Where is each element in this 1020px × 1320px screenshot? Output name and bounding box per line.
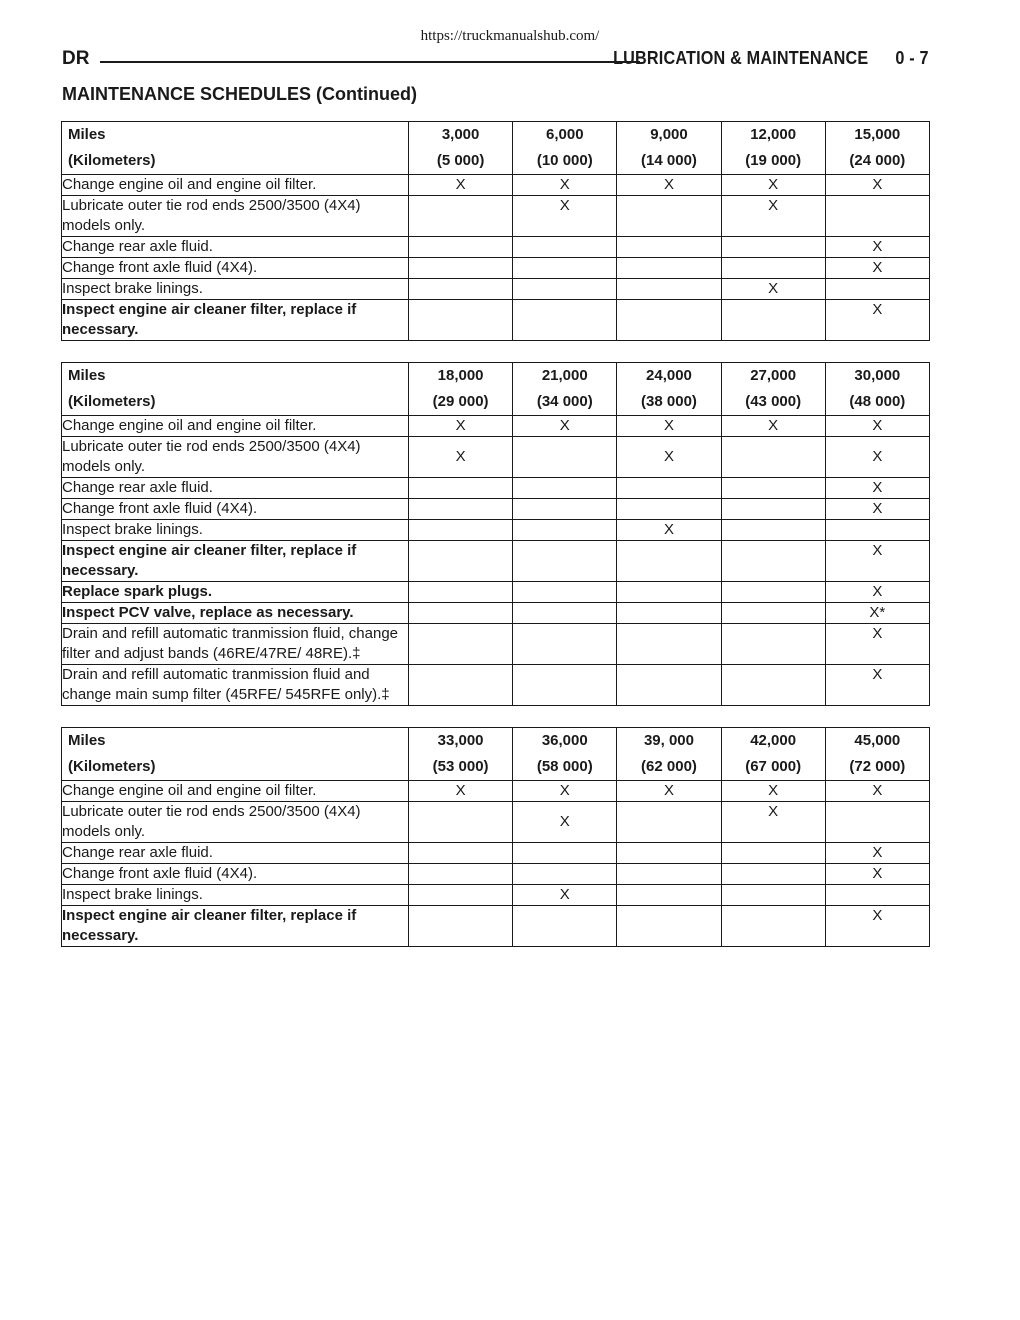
service-description: Lubricate outer tie rod ends 2500/3500 (4X4) models only. — [62, 437, 409, 478]
service-mark — [513, 603, 617, 624]
table-row — [62, 175, 930, 196]
service-mark — [825, 279, 929, 300]
service-mark — [513, 665, 617, 706]
service-mark — [513, 541, 617, 582]
service-mark — [617, 258, 721, 279]
interval-miles: 33,000 — [437, 732, 484, 749]
table-row — [62, 906, 930, 947]
service-mark — [721, 843, 825, 864]
service-mark: X — [513, 175, 617, 196]
service-description: Inspect engine air cleaner filter, replace if necessary. — [62, 300, 409, 341]
service-description: Inspect engine air cleaner filter, replace if necessary. — [62, 906, 409, 947]
service-mark — [617, 541, 721, 582]
service-mark — [409, 885, 513, 906]
interval-header-cell — [409, 363, 513, 416]
service-mark: X — [409, 175, 513, 196]
service-mark: X — [825, 864, 929, 885]
service-mark: X — [617, 781, 721, 802]
table-row — [62, 843, 930, 864]
service-description: Lubricate outer tie rod ends 2500/3500 (4X4) models only. — [62, 802, 409, 843]
service-mark — [825, 802, 929, 843]
service-mark — [617, 279, 721, 300]
table-row — [62, 885, 930, 906]
service-mark — [513, 237, 617, 258]
interval-header-cell — [409, 122, 513, 175]
table-header-row — [62, 363, 930, 416]
interval-header-cell — [513, 122, 617, 175]
service-mark: X — [825, 478, 929, 499]
service-description: Change engine oil and engine oil filter. — [62, 416, 409, 437]
interval-miles: 39, 000 — [643, 732, 694, 749]
table-row — [62, 499, 930, 520]
service-mark — [513, 906, 617, 947]
service-mark — [513, 624, 617, 665]
interval-kilometers: (62 000) — [641, 758, 697, 775]
service-mark: X — [617, 437, 721, 478]
service-mark: X — [825, 416, 929, 437]
service-mark — [513, 582, 617, 603]
table-row — [62, 864, 930, 885]
service-mark — [617, 665, 721, 706]
service-mark — [721, 478, 825, 499]
service-mark: X — [513, 416, 617, 437]
kilometers-label: (Kilometers) — [68, 758, 156, 775]
service-mark — [513, 499, 617, 520]
interval-kilometers: (14 000) — [641, 152, 697, 169]
table-row — [62, 196, 930, 237]
service-mark — [721, 665, 825, 706]
header-label-cell — [62, 122, 409, 175]
service-mark: X — [721, 781, 825, 802]
interval-miles: 45,000 — [854, 732, 901, 749]
interval-miles: 21,000 — [541, 367, 588, 384]
table-row — [62, 478, 930, 499]
interval-kilometers: (67 000) — [745, 758, 802, 775]
header-rule — [100, 61, 640, 63]
service-mark: X — [617, 416, 721, 437]
service-mark: X — [825, 781, 929, 802]
table-row — [62, 300, 930, 341]
page-number: 0 - 7 — [895, 48, 929, 68]
service-mark — [617, 603, 721, 624]
service-mark — [617, 499, 721, 520]
header-section-code: DR — [62, 48, 90, 69]
service-mark: X — [721, 416, 825, 437]
interval-kilometers: (58 000) — [536, 758, 593, 775]
table-row — [62, 603, 930, 624]
service-mark: X — [825, 906, 929, 947]
interval-header-cell — [825, 728, 929, 781]
service-mark — [513, 520, 617, 541]
service-mark — [617, 885, 721, 906]
service-description: Lubricate outer tie rod ends 2500/3500 (4X4) models only. — [62, 196, 409, 237]
service-description: Change engine oil and engine oil filter. — [62, 781, 409, 802]
service-mark — [721, 582, 825, 603]
service-description: Change rear axle fluid. — [62, 478, 409, 499]
service-description: Change front axle fluid (4X4). — [62, 499, 409, 520]
service-mark: X — [825, 237, 929, 258]
service-description: Change engine oil and engine oil filter. — [62, 175, 409, 196]
service-mark — [409, 541, 513, 582]
interval-kilometers: (5 000) — [436, 152, 485, 169]
service-mark — [617, 478, 721, 499]
miles-label: Miles — [68, 367, 106, 384]
interval-header-cell — [513, 728, 617, 781]
interval-miles: 15,000 — [854, 126, 901, 143]
service-mark: X — [825, 624, 929, 665]
service-mark — [617, 300, 721, 341]
service-mark — [617, 802, 721, 843]
schedule-table — [61, 121, 930, 341]
table-row — [62, 279, 930, 300]
service-mark — [513, 258, 617, 279]
service-description: Replace spark plugs. — [62, 582, 409, 603]
interval-header-cell — [721, 728, 825, 781]
service-mark — [409, 624, 513, 665]
service-mark: X — [825, 175, 929, 196]
interval-kilometers: (43 000) — [745, 393, 802, 410]
service-mark: X — [409, 437, 513, 478]
service-description: Inspect brake linings. — [62, 279, 409, 300]
service-mark — [617, 237, 721, 258]
miles-label: Miles — [68, 126, 106, 143]
service-description: Inspect brake linings. — [62, 520, 409, 541]
source-url: https://truckmanualshub.com/ — [420, 28, 600, 44]
service-mark — [721, 520, 825, 541]
table-row — [62, 665, 930, 706]
service-mark — [409, 258, 513, 279]
service-mark: X — [513, 781, 617, 802]
service-mark — [513, 279, 617, 300]
service-description: Change front axle fluid (4X4). — [62, 864, 409, 885]
service-mark: X — [825, 300, 929, 341]
schedule-tables — [61, 121, 929, 968]
service-mark — [409, 843, 513, 864]
service-mark — [409, 802, 513, 843]
service-mark: X — [825, 665, 929, 706]
service-mark — [513, 437, 617, 478]
service-mark — [617, 843, 721, 864]
interval-header-cell — [721, 122, 825, 175]
service-mark — [409, 665, 513, 706]
kilometers-label: (Kilometers) — [68, 393, 156, 410]
service-mark — [721, 237, 825, 258]
service-mark: X — [825, 843, 929, 864]
service-mark: X — [513, 196, 617, 237]
service-mark — [513, 864, 617, 885]
service-mark — [721, 258, 825, 279]
interval-miles: 27,000 — [750, 367, 797, 384]
interval-header-cell — [825, 122, 929, 175]
service-mark: X — [825, 258, 929, 279]
interval-header-cell — [409, 728, 513, 781]
service-mark — [409, 582, 513, 603]
service-mark — [721, 624, 825, 665]
interval-header-cell — [617, 363, 721, 416]
interval-kilometers: (19 000) — [745, 152, 802, 169]
table-row — [62, 416, 930, 437]
service-mark: X* — [825, 603, 929, 624]
service-description: Drain and refill automatic tranmission fluid, change filter and adjust bands (46RE/47RE/ 48RE).‡ — [62, 624, 409, 665]
service-mark — [409, 864, 513, 885]
interval-miles: 9,000 — [650, 126, 688, 143]
schedule-table — [61, 727, 930, 947]
interval-kilometers: (48 000) — [849, 393, 906, 410]
interval-header-cell — [721, 363, 825, 416]
service-mark — [409, 520, 513, 541]
service-mark: X — [825, 437, 929, 478]
service-description: Inspect engine air cleaner filter, replace if necessary. — [62, 541, 409, 582]
service-mark: X — [721, 175, 825, 196]
miles-label: Miles — [68, 732, 106, 749]
interval-miles: 6,000 — [546, 126, 584, 143]
table-row — [62, 258, 930, 279]
service-mark: X — [409, 416, 513, 437]
service-mark — [825, 885, 929, 906]
service-description: Drain and refill automatic tranmission fluid and change main sump filter (45RFE/ 545RFE only).‡ — [62, 665, 409, 706]
interval-miles: 42,000 — [750, 732, 797, 749]
interval-header-cell — [617, 728, 721, 781]
service-mark — [513, 300, 617, 341]
interval-miles: 24,000 — [646, 367, 692, 384]
service-description: Change front axle fluid (4X4). — [62, 258, 409, 279]
service-mark: X — [617, 520, 721, 541]
header-label-cell — [62, 728, 409, 781]
interval-kilometers: (53 000) — [432, 758, 489, 775]
header-title-group — [613, 48, 929, 69]
service-mark: X — [825, 499, 929, 520]
service-mark — [409, 279, 513, 300]
interval-header-cell — [513, 363, 617, 416]
service-mark — [409, 603, 513, 624]
service-mark — [617, 864, 721, 885]
table-row — [62, 582, 930, 603]
interval-kilometers: (38 000) — [641, 393, 697, 410]
service-mark — [409, 478, 513, 499]
interval-miles: 12,000 — [750, 126, 797, 143]
service-mark — [721, 437, 825, 478]
service-mark — [721, 885, 825, 906]
table-row — [62, 541, 930, 582]
kilometers-label: (Kilometers) — [68, 152, 156, 169]
service-mark: X — [409, 781, 513, 802]
interval-kilometers: (10 000) — [536, 152, 593, 169]
service-mark — [513, 478, 617, 499]
section-title: MAINTENANCE SCHEDULES (Continued) — [62, 84, 417, 104]
service-mark — [721, 906, 825, 947]
interval-header-cell — [825, 363, 929, 416]
table-row — [62, 237, 930, 258]
header-title: LUBRICATION & MAINTENANCE — [613, 48, 869, 68]
service-mark: X — [721, 279, 825, 300]
service-mark — [409, 300, 513, 341]
table-row — [62, 624, 930, 665]
table-row — [62, 437, 930, 478]
service-mark — [825, 196, 929, 237]
interval-kilometers: (34 000) — [536, 393, 593, 410]
service-description: Change rear axle fluid. — [62, 237, 409, 258]
table-header-row — [62, 122, 930, 175]
interval-kilometers: (24 000) — [849, 152, 906, 169]
schedule-table — [61, 362, 930, 706]
service-mark — [409, 499, 513, 520]
service-mark: X — [721, 802, 825, 843]
interval-header-cell — [617, 122, 721, 175]
service-mark — [721, 300, 825, 341]
page-header — [62, 48, 929, 74]
table-row — [62, 781, 930, 802]
table-header-row — [62, 728, 930, 781]
service-mark — [409, 237, 513, 258]
interval-kilometers: (72 000) — [849, 758, 906, 775]
service-mark — [617, 624, 721, 665]
table-row — [62, 520, 930, 541]
service-mark — [513, 843, 617, 864]
service-mark — [825, 520, 929, 541]
interval-miles: 30,000 — [854, 367, 901, 384]
service-mark — [721, 541, 825, 582]
service-mark: X — [513, 802, 617, 843]
interval-miles: 3,000 — [441, 126, 480, 143]
service-mark — [721, 864, 825, 885]
header-label-cell — [62, 363, 409, 416]
service-mark — [721, 603, 825, 624]
service-description: Change rear axle fluid. — [62, 843, 409, 864]
service-mark — [409, 196, 513, 237]
service-mark — [617, 196, 721, 237]
interval-miles: 18,000 — [437, 367, 484, 384]
service-mark: X — [617, 175, 721, 196]
service-mark — [721, 499, 825, 520]
service-mark: X — [721, 196, 825, 237]
service-mark: X — [825, 582, 929, 603]
service-mark — [617, 906, 721, 947]
service-mark — [409, 906, 513, 947]
service-description: Inspect PCV valve, replace as necessary. — [62, 603, 409, 624]
service-mark: X — [513, 885, 617, 906]
service-mark: X — [825, 541, 929, 582]
table-row — [62, 802, 930, 843]
service-description: Inspect brake linings. — [62, 885, 409, 906]
interval-kilometers: (29 000) — [432, 393, 489, 410]
interval-miles: 36,000 — [541, 732, 588, 749]
service-mark — [617, 582, 721, 603]
